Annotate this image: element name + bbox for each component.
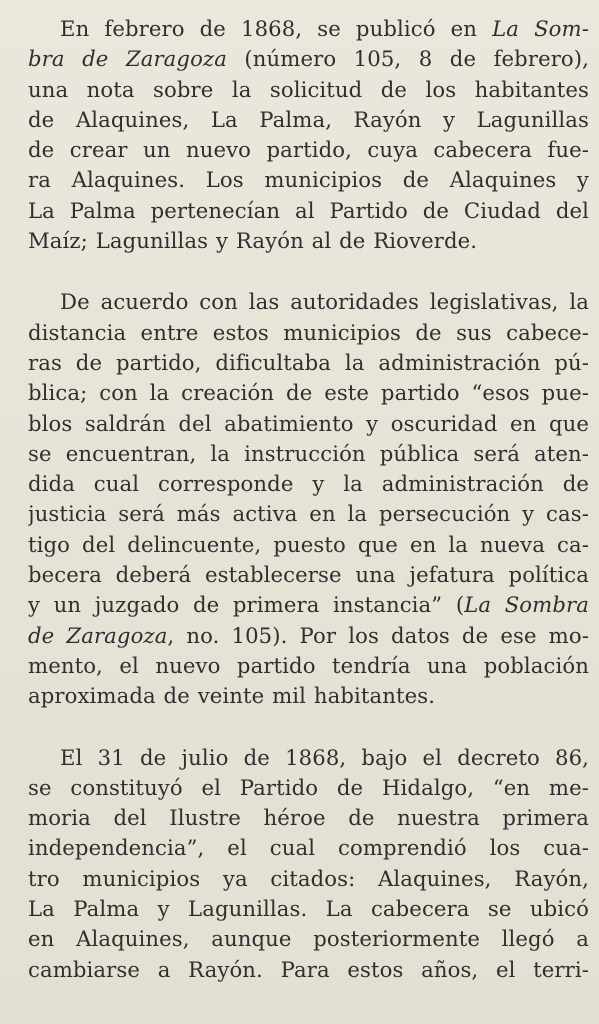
text-line (28, 621, 589, 651)
text-line (28, 924, 589, 954)
text-line (28, 560, 589, 590)
text-run: tigo del delincuente, puesto que en la nueva ca- (28, 531, 589, 557)
text-run: dida cual corresponde y la administración de (28, 471, 589, 497)
text-run: justicia será más activa en la persecución y cas- (28, 501, 589, 527)
text-line (28, 105, 589, 135)
text-run: ra Alaquines. Los municipios de Alaquines y (28, 167, 589, 193)
italic-title-run: La Sombra (464, 592, 589, 618)
paragraph-3 (28, 743, 589, 985)
text-line (28, 894, 589, 924)
text-run: , no. 105). Por los datos de ese mo- (167, 622, 589, 648)
text-body (28, 14, 589, 985)
text-run: blos saldrán del abatimiento y oscuridad en que (28, 410, 589, 436)
text-run: cambiarse a Rayón. Para estos años, el terri- (28, 956, 589, 982)
text-line (28, 318, 589, 348)
text-line (28, 439, 589, 469)
text-line (28, 469, 589, 499)
paragraph-2 (28, 287, 589, 711)
text-run: becera deberá establecerse una jefatura política (28, 562, 589, 588)
text-line (28, 743, 589, 773)
text-line (28, 135, 589, 165)
text-line (28, 590, 589, 620)
text-line (28, 226, 589, 256)
italic-title-run: bra de Zaragoza (28, 46, 227, 72)
text-line (28, 499, 589, 529)
text-line (28, 44, 589, 74)
italic-title-run: La Som- (492, 16, 589, 41)
text-line (28, 651, 589, 681)
italic-title-run: de Zaragoza (28, 622, 168, 648)
paragraph-gap (28, 256, 589, 287)
text-run: El 31 de julio de 1868, bajo el decreto 86, (60, 744, 589, 770)
text-line (28, 287, 589, 317)
text-run: aproximada de veinte mil habitantes. (28, 683, 436, 709)
text-run: una nota sobre la solicitud de los habitantes (28, 76, 589, 102)
text-run: mento, el nuevo partido tendría una población (28, 652, 589, 678)
paragraph-1 (28, 14, 589, 256)
text-line (28, 681, 589, 711)
text-run: moria del Ilustre héroe de nuestra primera (28, 805, 589, 831)
text-run: de Alaquines, La Palma, Rayón y Lagunillas (28, 106, 589, 132)
text-line (28, 165, 589, 195)
text-line (28, 955, 589, 985)
text-run: se encuentran, la instrucción pública será aten- (28, 440, 589, 466)
text-run: tro municipios ya citados: Alaquines, Rayón, (28, 865, 589, 891)
text-run: en Alaquines, aunque posteriormente llegó a (28, 926, 589, 952)
text-run: y un juzgado de primera instancia” ( (28, 592, 465, 618)
text-line (28, 864, 589, 894)
text-line (28, 773, 589, 803)
text-run: La Palma pertenecían al Partido de Ciudad del (28, 197, 589, 223)
text-line (28, 378, 589, 408)
text-run: (número 105, 8 de febrero), (226, 46, 589, 72)
text-line (28, 833, 589, 863)
text-run: blica; con la creación de este partido “esos pue- (28, 380, 589, 406)
text-run: Maíz; Lagunillas y Rayón al de Rioverde. (28, 228, 478, 254)
text-line (28, 803, 589, 833)
text-run: de crear un nuevo partido, cuya cabecera fue- (28, 137, 589, 163)
text-run: se constituyó el Partido de Hidalgo, “en me- (28, 774, 589, 800)
text-line (28, 75, 589, 105)
text-line (28, 409, 589, 439)
text-line (28, 530, 589, 560)
text-run: distancia entre estos municipios de sus cabece- (28, 319, 589, 345)
text-run: independencia”, el cual comprendió los cua- (28, 835, 589, 861)
text-line (28, 196, 589, 226)
text-line (28, 14, 589, 44)
text-run: La Palma y Lagunillas. La cabecera se ubicó (28, 896, 589, 922)
text-run: ras de partido, dificultaba la administración pú- (28, 349, 589, 375)
text-line (28, 348, 589, 378)
paragraph-gap (28, 712, 589, 743)
text-run: En febrero de 1868, se publicó en (60, 16, 493, 41)
text-run: De acuerdo con las autoridades legislativas, la (60, 289, 589, 315)
